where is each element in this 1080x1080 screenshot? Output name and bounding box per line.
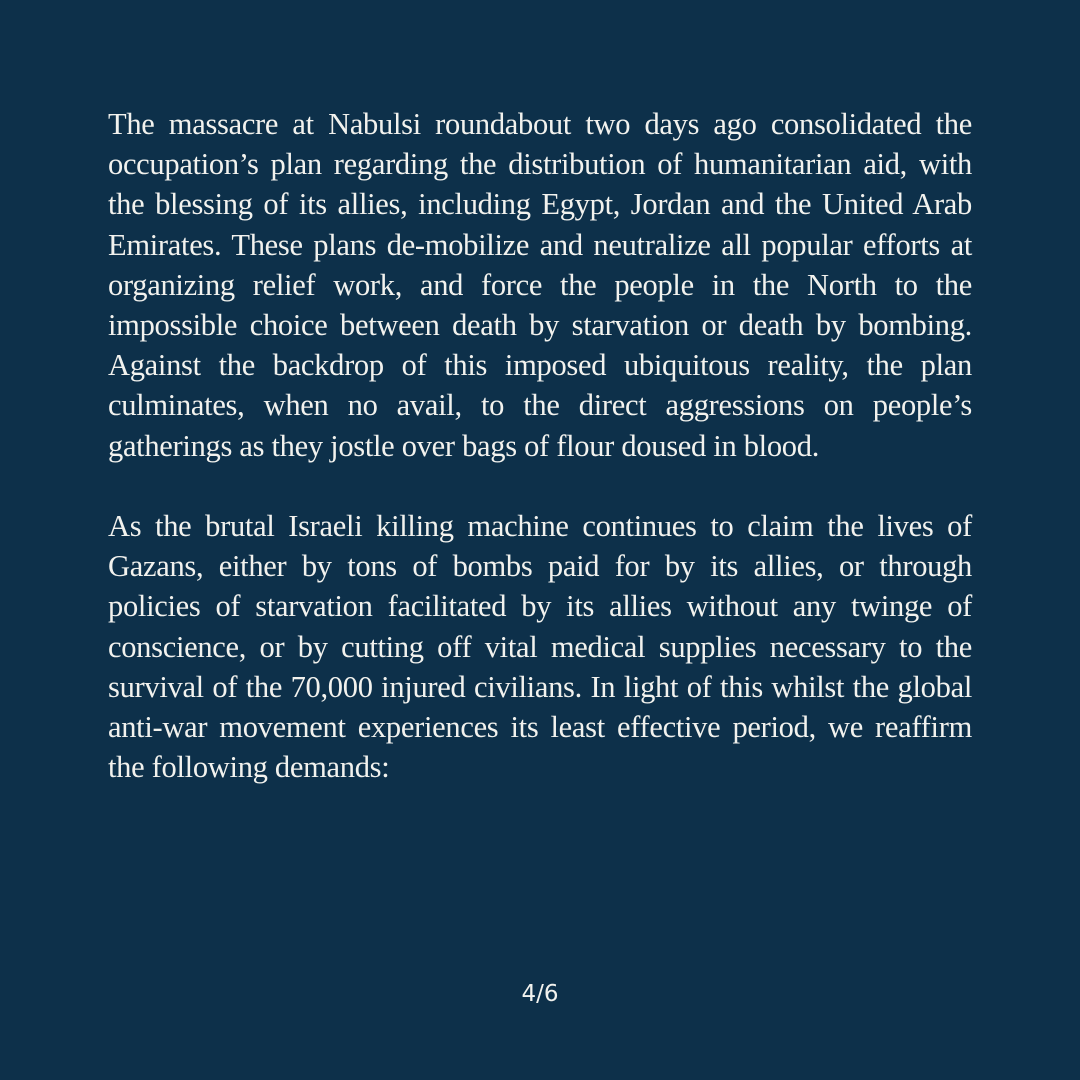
statement-paragraph-1: The massacre at Nabulsi roundabout two days ago consolidated the occupation’s plan regarding the distribution of humanitarian aid, with the blessing of its allies, including Egypt, Jordan and the United Arab Emirates. These plans de-mobilize and neutralize all popular efforts at organizing relief work, and force the people in the North to the impossible choice between death by starvation or death by bombing. Against the backdrop of this imposed ubiquitous reality, the plan culminates, when no avail, to the direct aggressions on people’s gatherings as they jostle over bags of flour doused in blood.: [108, 107, 972, 463]
page-indicator: 4/6: [521, 981, 559, 1007]
statement-text: [108, 104, 972, 787]
statement-paragraph-2: As the brutal Israeli killing machine continues to claim the lives of Gazans, either by tons of bombs paid for by its allies, or through policies of starvation facilitated by its allies without any twinge of conscience, or by cutting off vital medical supplies necessary to the survival of the 70,000 injured civilians. In light of this whilst the global anti-war movement experiences its least effective period, we reaffirm the following demands:: [108, 509, 972, 785]
